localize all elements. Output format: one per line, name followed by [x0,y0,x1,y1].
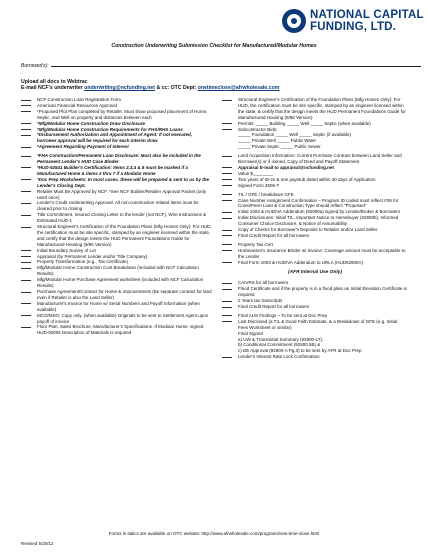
checkbox-blank-line[interactable] [21,280,31,281]
checklist-item [21,313,212,325]
checklist-item [222,354,408,360]
checkbox-blank-line[interactable] [21,167,31,168]
revision-date: Revised 5/20/12 [21,541,54,546]
checklist-item-text: Signed Form 4506-T [238,182,280,188]
checklist-item-text: Property Transformation (e.g., Tax Certificate) [37,259,128,265]
checklist-item-text: Appraisal E-mail to appraisal@ncfunding.net [238,164,334,170]
checklist-item-text: c) DE Approval (92900-A Pg.3) to be sent by AFR at Doc Prep [238,348,362,354]
checklist-item-text: *Proposed Plot Plan completed by Retailer. Must show proposed placement of Home, Septic, and Well on property and distances between each [37,108,208,120]
checkbox-blank-line[interactable] [21,215,31,216]
checklist-item-text: Structural Engineer's Certification of the Foundation Plans (Mfg Homes Only): For HUD, the certification must be site specific, stamped by an engineer licensed within the state, and certify that the design meets the HUD Permanent Foundations Guide for Manufactured Housing (9/96 Version) [37,224,212,247]
checklist-item-text: Last Disclosed (a TIL & Good Faith Estimate, & a Breakdown of GFE (e.g. Initial Fees Worksheet or similar) [238,318,398,330]
checkbox-blank-line[interactable] [21,129,31,130]
checkbox-blank-line[interactable] [21,105,31,106]
upload-line-2 [21,85,279,91]
checklist-item [21,265,212,277]
checklist-item-text: Case Number Assignment Confirmation – Program ID coded must reflect #36 for Const/Perm Loan & Construction Type should reflect "Proposed" [238,197,399,209]
company-logo [282,8,422,36]
upload-cc-text: & cc: OTC Dept: [155,85,198,92]
checklist-item [222,304,408,310]
checkbox-blank-line[interactable] [21,203,31,204]
checkbox-blank-line[interactable] [222,283,232,284]
checkbox-blank-line[interactable] [21,156,31,157]
checklist-item [222,215,408,227]
document-title: Construction Underwriting Submission Checklist for Manufactured/Modular Homes [111,43,317,49]
checkbox-blank-line[interactable] [21,100,31,101]
checkbox-blank-line[interactable] [21,303,31,304]
checkbox-blank-line[interactable] [222,289,232,290]
checklist-item [21,289,212,301]
checklist-item-text: Floor Plan, Sales Brochure, Manufacturer's Specifications. If Modular Home, signed HUD-92005 Description of Materials is required [37,324,204,336]
checklist-item-text: Initial Boundary Survey of Lot [37,247,96,253]
checklist-item [21,109,212,121]
checklist-item [21,200,212,212]
checklist-item-text: Final AUS Findings – To be sent at Doc Prep [238,312,327,318]
checklist-item-text: Final Form 1003 & HUD/VA Addendum to URLA (HUD92900A) [238,259,363,265]
checklist-item-text: Appraisal (by Permanent Lender and/or Title Company) [37,253,148,259]
checkbox-blank-line[interactable] [21,227,31,228]
footer-note: Forms in italics are available on OTC website: http://www.afrwholesale.com/programs/one-time-close.html [108,531,320,536]
checklist-item-text: Mfg/Modular Home Construction Cost Breakdown (included with NCF Calculation Results) [37,265,199,277]
checklist-item-text: Lender's Interest Rate Lock Confirmation [238,354,320,360]
checklist-item-text: Copy of Checks for Borrower's Deposits to Retailer and/or Land Seller [238,227,378,233]
checklist-item-text: 2 Years tax transcripts [238,298,283,304]
checklist-item-text: b) Conditional Commitment (92800.5B) & [238,342,321,348]
checklist-item-text: Final Credit Report for all borrowers [238,232,310,238]
checkbox-blank-line[interactable] [222,315,232,316]
checklist-item-text: _____ Private Well _____ Public Water [238,138,317,144]
checklist-item-text: Structural Engineer's Certification of the Foundation Plans (Mfg Homes Only): For HUD, the certification must be site specific, stamped by an engineer licensed within the state, & certify that the design meets the HUD Permanent Foundations Guide for Manufactured Housing (9/96 Version) [238,97,406,120]
checklist-item [21,165,212,177]
checklist-item-text: Flood Certificate and if the property is in a flood plain an Initial Elevation Certificate is required [238,286,407,298]
logo-emblem-icon [282,9,306,33]
borrower-input-line[interactable] [51,62,421,67]
checklist-item [222,248,408,260]
checkbox-blank-line[interactable] [222,100,232,101]
checklist-item-text: a) UW & Transmittal Summary (92900-LT), [238,336,324,342]
checkbox-blank-line[interactable] [222,167,232,168]
checklist-item [21,277,212,289]
checkbox-blank-line[interactable] [21,327,31,328]
left-checklist-column [21,97,212,336]
checklist-item-text: *Mfg/Modular Home Construction Draw Disclosure [37,120,146,126]
checklist-item [222,183,408,189]
checklist-item [21,153,212,165]
checklist-item-text: *HUD-92541 Builder's Certification: Items 2,3,4 & 8 must be marked if a Manufactured Home & items 2 thru 7 if a Modular Home [37,164,188,176]
checklist-item-text: _____ Foundation _____ Well _____ Septic (if available) [238,132,351,138]
right-checklist-column [222,97,408,360]
checkbox-blank-line[interactable] [21,250,31,251]
afr-internal-checklist [222,280,408,360]
checklist-item-text: American Financial Resources Approval [37,102,117,108]
borrower-field [21,62,421,69]
checkbox-blank-line[interactable] [222,301,232,302]
checklist-item [222,233,408,239]
checkbox-blank-line[interactable] [222,218,232,219]
checklist-item-text: Initial Disclosures: Initial TIL, Important Notice to Homebuyer (92900b), Informed Consumer Choice Disclosure, & Notice of Assumability [238,215,399,227]
checkbox-blank-line[interactable] [222,200,232,201]
checklist-item-text: Manufacturer's Invoice for Home w/ Serial Numbers and Payoff Information (when available) [37,300,200,312]
checklist-item [222,144,408,150]
checkbox-blank-line[interactable] [21,135,31,136]
checkbox-blank-line[interactable] [222,235,232,236]
checklist-item-text: Two years of W-2s & one paystub dated within 30 days of Application [238,176,376,182]
checkbox-blank-line[interactable] [222,194,232,195]
checklist-item [222,286,408,298]
checkbox-blank-line[interactable] [222,156,232,157]
checklist-item [21,212,212,224]
otc-email-link[interactable]: onetimeclose@afrwholesale.com [197,85,280,92]
checklist-item-text: *Disbursement Authorization and Appointment of Agent: If not executed, borrower approval will be required for each interim draw [37,132,192,144]
checklist-item-text: Final Credit Report for all borrowers [238,304,310,309]
checklist-item [21,177,212,189]
upload-line-1: Upload all docs to Webtrac [21,79,88,85]
checklist-item-text: MCO/MSO: Copy only. (when available) Originals to be sent to Settlement Agent upon payoff of invoice [37,312,209,324]
checkbox-blank-line[interactable] [21,315,31,316]
checkbox-blank-line[interactable] [21,262,31,263]
checklist-item [21,132,212,144]
checkbox-blank-line[interactable] [222,212,232,213]
checkbox-blank-line[interactable] [222,179,232,180]
checklist-item-text: *Agreement Regarding Payment of Interest [37,144,129,150]
checkbox-blank-line[interactable] [21,268,31,269]
checklist-item [222,198,408,210]
underwriting-email-link[interactable]: underwriting@ncfunding.net [84,85,155,92]
checkbox-blank-line[interactable] [222,185,232,186]
checklist-item-text: Land Acquisition Information: Current Purchase Contract between Land Seller and Borrower(s) or if owned, Copy of Deed and Payoff Statement [238,153,402,165]
checklist-item-text: Property Tax Cert [238,241,273,247]
checklist-item-text: Homeowner's Insurance Binder w/ Invoice: Coverage amount must be acceptable to the Lender [238,247,406,259]
checkbox-blank-line[interactable] [222,321,232,322]
checkbox-blank-line[interactable] [21,123,31,124]
borrower-label: Borrower(s): [21,63,49,69]
checklist-item-text: *FHA Construction/Permanent Loan Disclosure: Must also be included in the Permanent Lender's HUD Case Binder [37,153,201,165]
checklist-item-text: Value $________ [238,170,273,176]
checklist-item-text: _____ Private Septic _____ Public Sewer [238,144,321,150]
logo-text-line2: FUNDING, LTD. [310,21,397,33]
checkbox-blank-line[interactable] [21,147,31,148]
checklist-item [21,324,212,336]
checkbox-blank-line[interactable] [222,230,232,231]
checklist-item-text: Lender's Credit Underwriting Approval. All non-construction related items must be cleared prior to closing [37,200,199,212]
checkbox-blank-line[interactable] [222,357,232,358]
checkbox-blank-line[interactable] [21,256,31,257]
checklist-item-text: Title Commitment, Insured Closing Letter to the lender (not NCF), Wire Instructions & Estimated HUD-1 [37,212,207,224]
checklist-item-text: Subcontractor Bids: [238,126,278,132]
checklist-item-text: Initial 1003 & HUD/VA Addendum (92900a) signed by Lender/Broker & Borrowers [238,209,401,215]
checklist-item [21,301,212,313]
afr-internal-heading: (AFR Internal Use Only) [288,270,342,276]
checkbox-blank-line[interactable] [21,111,31,112]
upload-instructions [21,79,279,92]
checklist-item [21,189,212,201]
checklist-item [222,319,408,331]
checkbox-blank-line[interactable] [222,123,232,124]
checklist-item-text: Retailer Must Be Approved by NCF. *See NCF Builder/Retailer Approval Packet (only need once) [37,188,207,200]
checkbox-blank-line[interactable] [222,244,232,245]
checklist-item [21,224,212,248]
upload-email-prefix: E-mail NCF’s underwriter [21,85,85,92]
checkbox-blank-line[interactable] [222,129,232,130]
checkbox-blank-line[interactable] [21,179,31,180]
checklist-item-text: NCF Construction Loan Registration Form [37,97,122,102]
checkbox-blank-line[interactable] [21,191,31,192]
checklist-item-text: *Doc Prep Worksheets: In most cases, these will be prepared & sent to us by the Lender's Closing Dept. [37,176,209,188]
checklist-item-text: Mfg/Modular Home Purchase Agreement worksheet (included with NCF Calculation Results) [37,277,204,289]
logo-text-line1: NATIONAL CAPITAL [310,9,424,21]
checkbox-blank-line[interactable] [222,307,232,308]
checklist-item-text: Final Signed [238,330,264,336]
checklist-item-text: Permits: _____ Building _____ Well _____ Septic (when available) [238,120,371,126]
checklist-item-text: TIL / GFE / breakdown GFE [238,191,294,197]
checklist-item-text: *Mfg/Modular Home Construction Requirements for FHA/RHS Loans [37,126,183,132]
checkbox-blank-line[interactable] [222,250,232,251]
checklist-item-text: Purchase Agreement/Contract for Home & Improvements (Be separate contract for land even if Retailer is also the Land Seller) [37,289,212,300]
checklist-item [222,153,408,165]
checklist-item [222,97,408,121]
checkbox-blank-line[interactable] [222,173,232,174]
checkbox-blank-line[interactable] [222,262,232,263]
right-checklist-main [222,97,408,265]
checklist-item [21,144,212,150]
checklist-item [222,260,408,266]
checkbox-blank-line[interactable] [21,292,31,293]
checklist-item-text: CAIVRS for all borrowers [238,280,289,286]
